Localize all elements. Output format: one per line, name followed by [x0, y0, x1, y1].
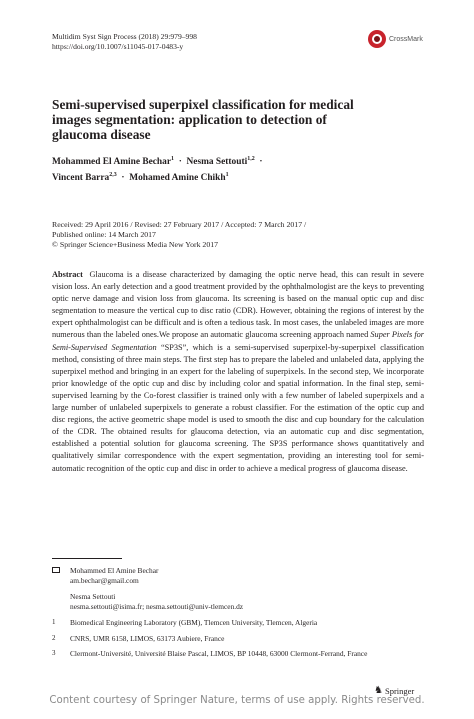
author-affiliation-ref: 2,3	[109, 171, 117, 178]
doi-link[interactable]: https://doi.org/10.1007/s11045-017-0483-y	[52, 42, 184, 51]
affiliation-entry	[52, 634, 424, 644]
affiliation-text: Biomedical Engineering Laboratory (GBM), Tlemcen University, Tlemcen, Algeria	[70, 617, 318, 627]
author-affiliation-ref: 1	[225, 171, 229, 178]
affiliation-number: 3	[52, 649, 56, 658]
affiliation-text: CNRS, UMR 6158, LIMOS, 63173 Aubiere, France	[70, 633, 225, 643]
correspondence-entry	[52, 566, 424, 586]
correspondent-email[interactable]: nesma.settouti@isima.fr; nesma.settouti@univ-tlemcen.dz	[70, 601, 244, 611]
author-name: Mohamed Amine Chikh	[129, 172, 226, 183]
correspondent-name: Mohammed El Amine Bechar	[70, 566, 159, 575]
journal-header	[52, 32, 197, 52]
author-name: Mohammed El Amine Bechar	[52, 157, 171, 168]
crossmark-icon	[368, 30, 386, 48]
paper-title: Semi-supervised superpixel classification for medical images segmentation: application to detection of glaucoma disease	[52, 97, 354, 142]
footnotes	[52, 566, 424, 659]
affiliation-text: Clermont-Université, Université Blaise Pascal, LIMOS, BP 10448, 63000 Clermont-Ferrand, France	[70, 649, 368, 659]
correspondent-name: Nesma Settouti	[70, 591, 116, 601]
author-name: Nesma Settouti	[186, 157, 248, 168]
footnote-divider	[52, 558, 122, 559]
crossmark-label: CrossMark	[389, 35, 423, 43]
correspondent-email[interactable]: am.bechar@gmail.com	[70, 575, 139, 585]
author-name: Vincent Barra	[52, 172, 110, 183]
correspondence-entry	[52, 592, 424, 612]
dates-line: Received: 29 April 2016 / Revised: 27 February 2017 / Accepted: 7 March 2017 /	[52, 220, 307, 229]
dates-line: Published online: 14 March 2017	[52, 229, 156, 239]
crossmark-badge[interactable]	[368, 30, 423, 48]
affiliation-number: 1	[52, 617, 56, 626]
publisher-name: Springer	[384, 685, 415, 696]
affiliation-entry	[52, 649, 424, 659]
courtesy-notice: Content courtesy of Springer Nature, terms of use apply. Rights reserved.	[49, 695, 425, 706]
author-list: Mohammed El Amine Bechar$^1$ · Nesma Settouti$^{1,2}$ · Vincent Barra$^{2,3}$ · Mohamed Amine Chikh$^1$	[52, 156, 263, 183]
author-affiliation-ref: 1,2	[247, 156, 255, 162]
abstract-label: Abstract	[52, 270, 83, 279]
journal-citation: Multidim Syst Sign Process (2018) 29:979–998	[52, 32, 197, 41]
publication-dates	[52, 220, 432, 249]
envelope-icon	[52, 567, 60, 573]
abstract-text: Glaucoma is a disease characterized by damaging the optic nerve head, this can result in severe vision loss. An early detection and a good treatment provided by the ophthalmologist are the keys to preventing optic nerve damage and vision loss from glaucoma. Its screening is based on the manual optic cup and disc segmentation to measure the vertical cup to disc ratio (CDR). However, obtaining the regions of interest by the expert ophthalmologist can be difficult and is often a tedious task. In most cases, the unlabeled images are more numerous than the labeled ones.We propose an automatic glaucoma screening approach named	[52, 270, 424, 340]
copyright-line: © Springer Science+Business Media New York 2017	[52, 239, 219, 249]
affiliation-number: 2	[52, 633, 56, 642]
affiliation-entry	[52, 618, 424, 628]
author-affiliation-ref: 1	[171, 156, 174, 162]
abstract-text: “SP3S”, which is a semi-supervised superpixel-by-superpixel classification method, consisting of three main steps. The first step has to prepare the labeled and unlabeled data, applying the superpixel method and bringing in an expert for the labeling of superpixels. In the second step, We incorporate prior knowledge of the optic cup and disc by including color and spatial information. In the final step, semi-supervised learning by the Co-forest classifier is trained only with a few number of labeled superpixels and a large number of unlabeled superpixels to generate a robust classifier. For the estimation of the optic cup and disc regions, the active geometric shape model is used to smooth the disc and cup boundary for the calculation of the CDR. The obtained results for glaucoma detection, via an automatic cup and disc segmentation, established a potential solution for glaucoma screening. The SP3S performance shows quantitatively and qualitatively similar correspondence with the expert segmentation, providing an interesting tool for semi-automatic recognition of the optic cup and disc in order to achieve a medical progress of glaucoma disease.	[52, 342, 424, 473]
springer-horse-icon: ♞	[374, 685, 383, 696]
abstract	[52, 269, 424, 475]
method-name: Super Pixels for Semi-Supervised Segmentation	[52, 330, 424, 352]
